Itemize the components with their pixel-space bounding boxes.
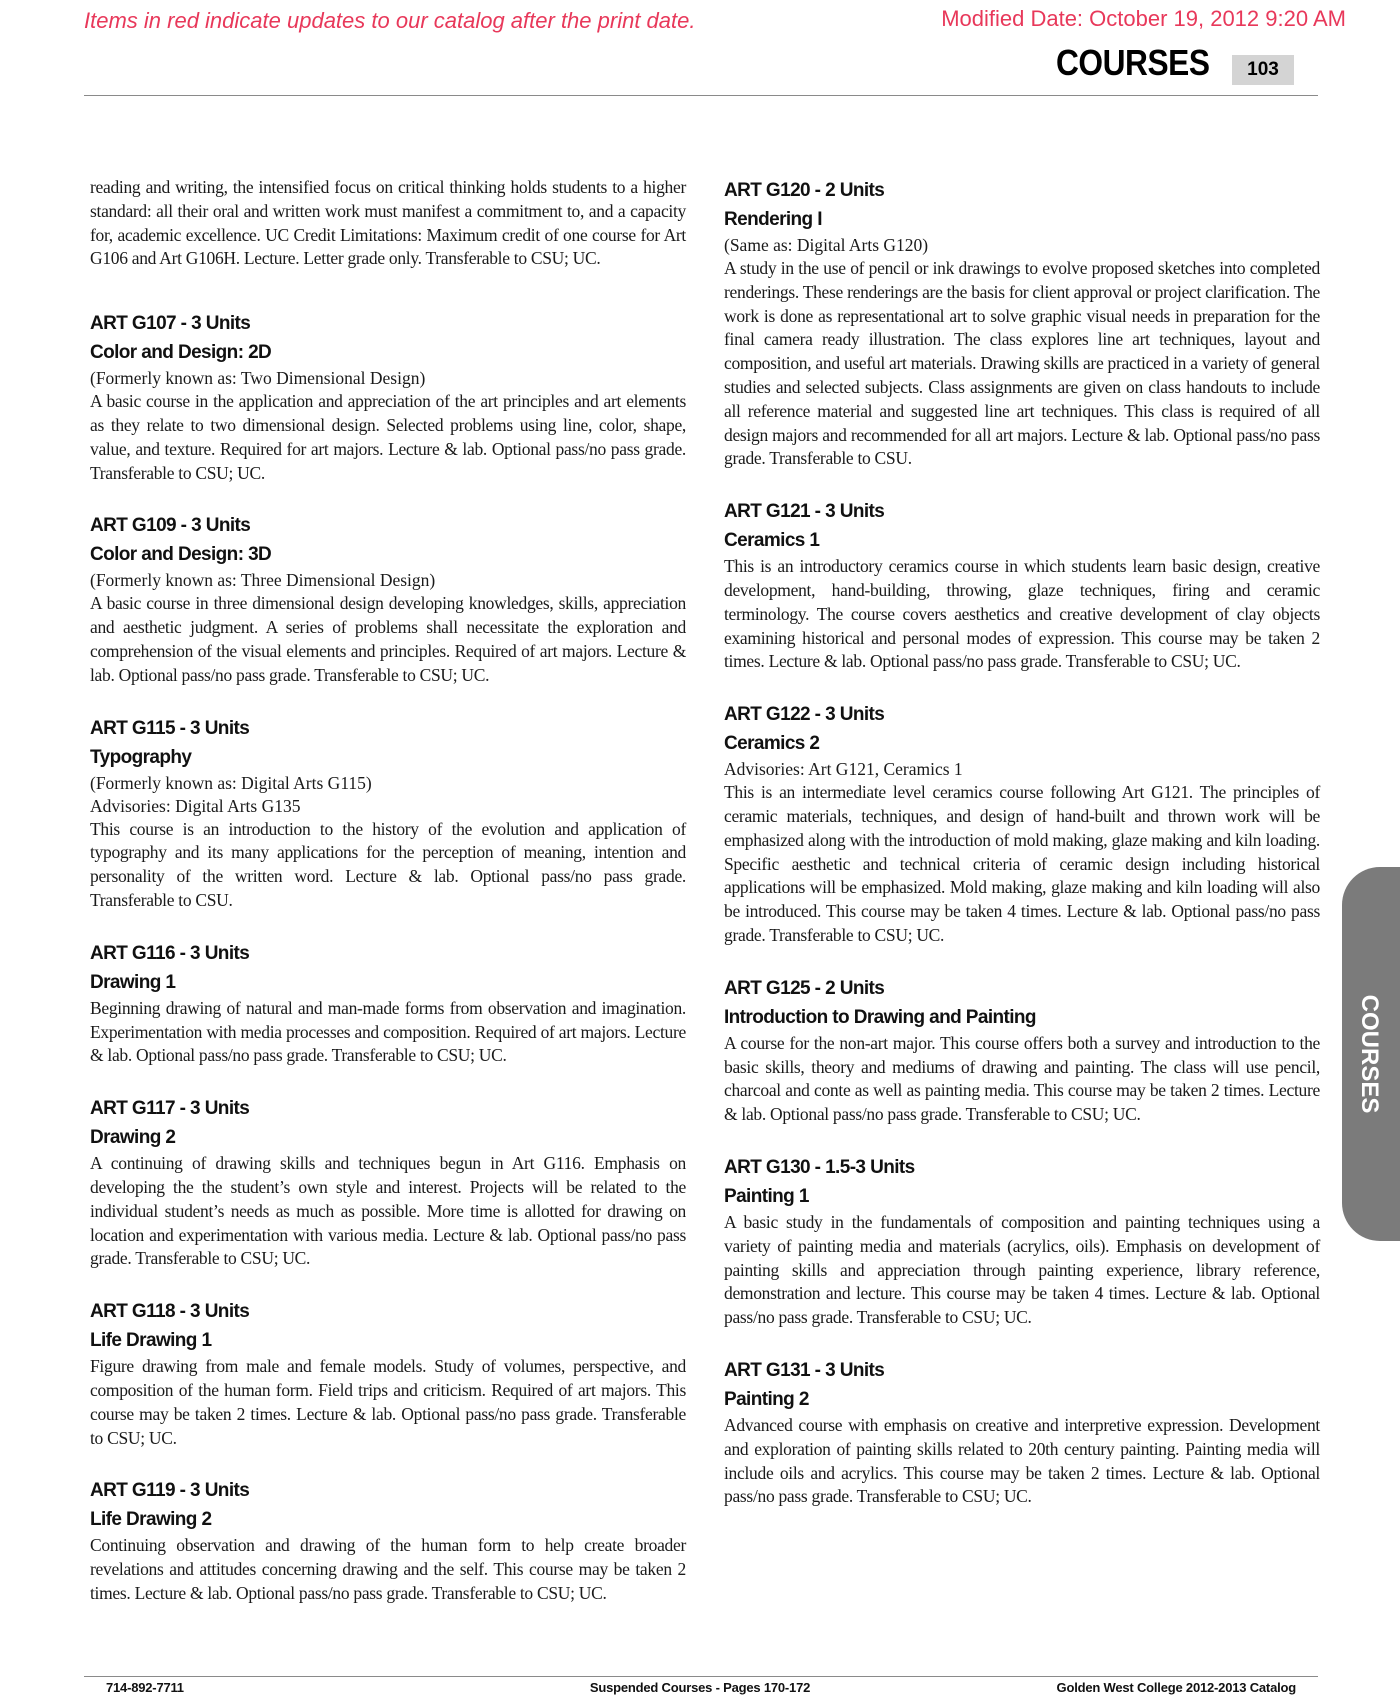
course-code: ART G117 - 3 Units [90,1098,250,1120]
course-code: ART G115 - 3 Units [90,717,250,739]
course-entry [724,176,1320,471]
course-entry [90,1094,686,1271]
footer-divider [84,1676,1318,1677]
course-description: A continuing of drawing skills and techniques begun in Art G116. Emphasis on developing the the student’s own style and interest. Projects will be related to the individual student’s needs as much as possible. More time is allotted for drawing on location and experimentation with various media. Lecture & lab. Optional pass/no pass grade. Transferable to CSU; UC. [90,1153,686,1269]
course-description: This course is an introduction to the history of the evolution and application of typography and its many applications for the perception of meaning, intention and personality of the written word. Lecture & lab. Optional pass/no pass grade. Transferable to CSU. [90,818,686,910]
course-description: A study in the use of pencil or ink drawings to evolve proposed sketches into completed renderings. These renderings are the basis for client approval or project clarification. The work is done as representational art to solve graphic visual needs in preparation for the final camera ready illustration. The class explores line art techniques, layout and composition, and useful art materials. Drawing skills are practiced in a variety of general studies and selected subjects. Class assignments are given on class handouts to include all reference material and suggested line art techniques. This class is required of all design majors and recommended for all art majors. Lecture & lab. Optional pass/no pass grade. Transferable to CSU. [724,258,1320,469]
course-code: ART G130 - 1.5-3 Units [724,1156,915,1178]
course-code: ART G122 - 3 Units [724,704,885,726]
course-description: Continuing observation and drawing of the human form to help create broader revelations and attitudes concerning drawing and the self. This course may be taken 2 times. Lecture & lab. Optional pass/no pass grade. Transferable to CSU; UC. [90,1535,686,1603]
course-code: ART G109 - 3 Units [90,515,251,537]
course-title: Ceramics 2 [724,733,820,755]
course-title: Color and Design: 3D [90,544,272,566]
course-title: Painting 2 [724,1388,809,1410]
course-code: ART G120 - 2 Units [724,180,885,201]
section-title: COURSES [1056,42,1210,83]
course-description: Beginning drawing of natural and man-made forms from observation and imagination. Experimentation with media processes and composition. Required of art majors. Lecture & lab. Optional pass/no pass grade. Transferable to CSU; UC. [90,997,686,1066]
course-note: Advisories: Digital Arts G135 [90,795,301,816]
course-title: Drawing 2 [90,1127,176,1149]
right-course-list [724,176,1320,1509]
side-tab-label: COURSES [1356,994,1383,1114]
page-number: 103 [1232,55,1294,85]
modified-date: Modified Date: October 19, 2012 9:20 AM [941,6,1346,31]
update-notice: Items in red indicate updates to our catalog after the print date. [84,8,696,33]
course-entry [724,1153,1320,1330]
course-title: Drawing 1 [90,971,176,993]
course-title: Rendering I [724,209,822,230]
course-title: Color and Design: 2D [90,342,272,364]
course-description: This is an intermediate level ceramics course following Art G121. The principles of ceramic materials, techniques, and design of hand-built and thrown work will be emphasized along with the introduction of mold making, glaze making and kiln loading. Specific aesthetic and technical criteria of ceramic design including historical applications will be emphasized. Mold making, glaze making and kiln loading will also be introduced. This course may be taken 4 times. Lecture & lab. Optional pass/no pass grade. Transferable to CSU; UC. [724,782,1320,945]
course-note: Advisories: Art G121, Ceramics 1 [724,759,963,780]
course-title: Ceramics 1 [724,530,820,552]
course-note: (Same as: Digital Arts G120) [724,235,929,255]
course-title: Life Drawing 2 [90,1509,212,1531]
course-entry [724,497,1320,674]
course-description: A course for the non-art major. This course offers both a survey and introduction to the basic skills, theory and mediums of drawing and painting. The class will use pencil, charcoal and conte as well as painting media. This course may be taken 2 times. Lecture & lab. Optional pass/no pass grade. Transferable to CSU; UC. [724,1032,1320,1125]
course-entry [724,1356,1320,1509]
course-code: ART G116 - 3 Units [90,942,250,964]
course-note: (Formerly known as: Two Dimensional Design) [90,368,426,389]
course-entry [90,714,686,913]
footer-phone: 714-892-7711 [106,1680,184,1695]
course-code: ART G125 - 2 Units [724,977,885,999]
course-entry [724,974,1320,1127]
course-code: ART G121 - 3 Units [724,501,885,523]
course-entry [90,309,686,485]
courses-side-tab[interactable] [1342,867,1400,1241]
course-entry [90,939,686,1068]
course-code: ART G131 - 3 Units [724,1359,885,1381]
left-column [90,176,686,1632]
course-description: Figure drawing from male and female models. Study of volumes, perspective, and composition of the human form. Field trips and criticism. Required of art majors. This course may be taken 2 times. Lecture & lab. Optional pass/no pass grade. Transferable to CSU; UC. [90,1356,686,1448]
course-note: (Formerly known as: Three Dimensional Design) [90,570,436,591]
footer-catalog-title: Golden West College 2012-2013 Catalog [1056,1680,1296,1695]
course-code: ART G118 - 3 Units [90,1301,250,1323]
course-description: Advanced course with emphasis on creative and interpretive expression. Development and exploration of painting skills related to 20th century painting. Painting media will include oils and acrylics. This course may be taken 2 times. Lecture & lab. Optional pass/no pass grade. Transferable to CSU; UC. [724,1414,1320,1507]
right-column [724,176,1320,1535]
course-entry [724,700,1320,948]
course-entry [90,1297,686,1450]
left-course-list [90,309,686,1606]
course-entry [90,1476,686,1605]
course-code: ART G107 - 3 Units [90,313,251,335]
course-description: A basic course in three dimensional design developing knowledges, skills, appreciation and aesthetic judgment. A series of problems shall necessitate the exploration and comprehension of the visual elements and principles. Required of art majors. Lecture & lab. Optional pass/no pass grade. Transferable to CSU; UC. [90,593,686,685]
continued-description: reading and writing, the intensified focus on critical thinking holds students to a higher standard: all their oral and written work must manifest a commitment to, and a capacity for, academic excellence. UC Credit Limitations: Maximum credit of one course for Art G106 and Art G106H. Lecture. Letter grade only. Transferable to CSU; UC. [90,177,686,269]
course-description: A basic course in the application and appreciation of the art principles and art elements as they relate to two dimensional design. Selected problems using line, color, shape, value, and texture. Required for art majors. Lecture & lab. Optional pass/no pass grade. Transferable to CSU; UC. [90,391,686,483]
header-divider [84,95,1318,96]
course-title: Typography [90,746,192,768]
course-code: ART G119 - 3 Units [90,1480,250,1502]
course-description: A basic study in the fundamentals of composition and painting techniques using a variety of painting media and materials (acrylics, oils). Emphasis on development of painting skills and appreciation through painting experience, library reference, demonstration and lecture. This course may be taken 4 times. Lecture & lab. Optional pass/no pass grade. Transferable to CSU; UC. [724,1211,1320,1328]
course-note: (Formerly known as: Digital Arts G115) [90,772,372,793]
course-title: Introduction to Drawing and Painting [724,1006,1036,1028]
course-title: Life Drawing 1 [90,1330,212,1352]
course-description: This is an introductory ceramics course in which students learn basic design, creative development, hand-building, throwing, glaze techniques, firing and ceramic terminology. The course covers aesthetics and creative development of clay objects examining historical and personal modes of expression. This course may be taken 2 times. Lecture & lab. Optional pass/no pass grade. Transferable to CSU; UC. [724,556,1320,672]
course-title: Painting 1 [724,1185,809,1207]
footer-suspended-courses: Suspended Courses - Pages 170-172 [589,1680,811,1695]
course-entry [90,511,686,687]
